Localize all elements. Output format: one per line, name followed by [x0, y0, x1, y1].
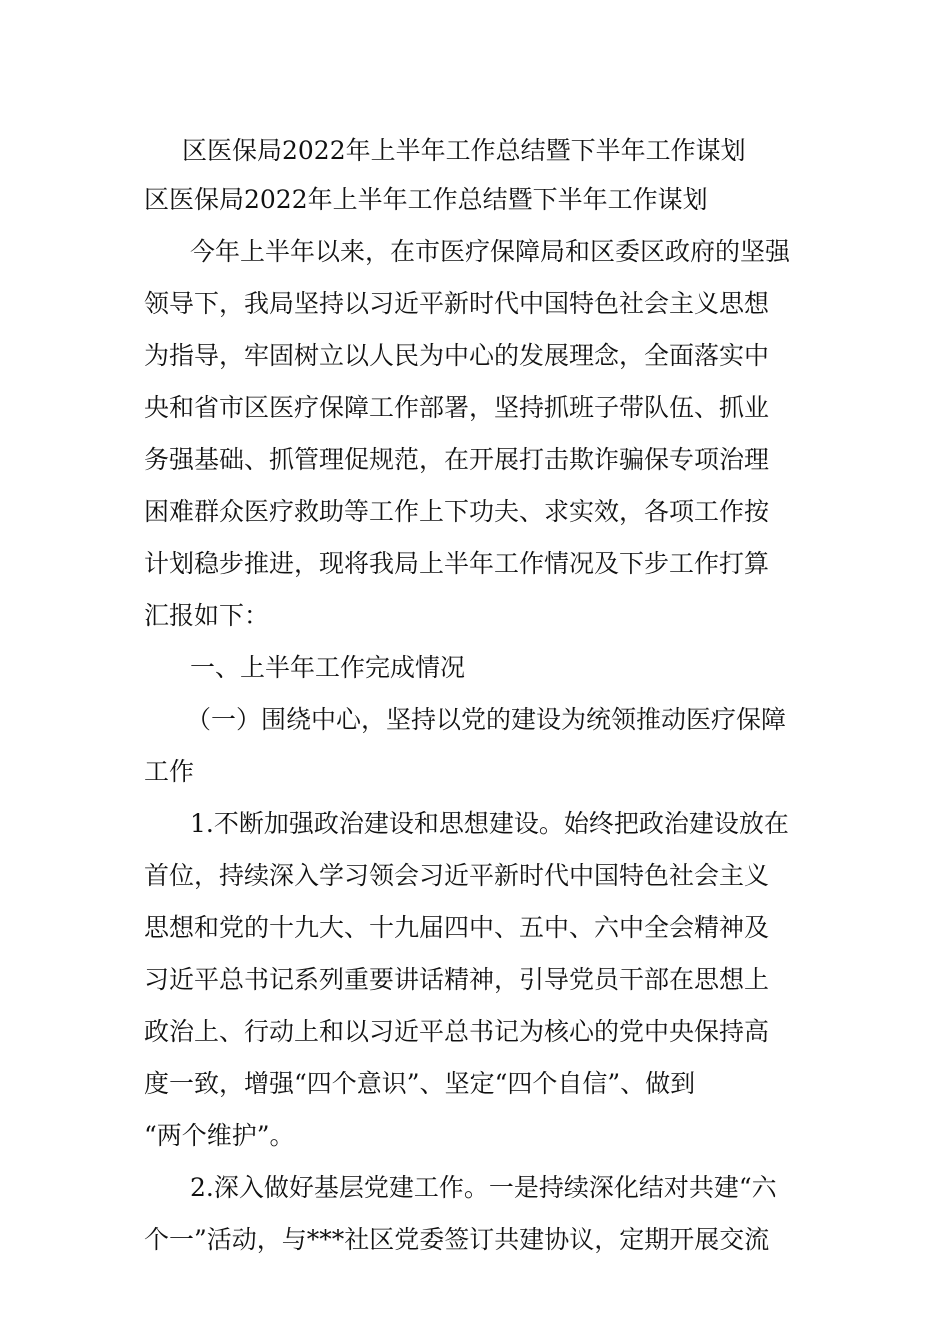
body-line-14: 思想和党的十九大、十九届四中、五中、六中全会精神及 — [144, 913, 770, 942]
document-title-line-1: 区医保局2022年上半年工作总结暨下半年工作谋划 — [182, 136, 746, 165]
section-heading-1: 一、上半年工作完成情况 — [190, 653, 466, 682]
body-line-5: 务强基础、抓管理促规范，在开展打击欺诈骗保专项治理 — [144, 445, 770, 474]
body-line-1: 今年上半年以来，在市医疗保障局和区委区政府的坚强 — [190, 237, 791, 266]
body-line-2: 领导下，我局坚持以习近平新时代中国特色社会主义思想 — [144, 289, 770, 318]
body-line-18: “两个维护”。 — [144, 1121, 295, 1150]
body-line-13: 首位，持续深入学习领会习近平新时代中国特色社会主义 — [144, 861, 770, 890]
body-line-4: 央和省市区医疗保障工作部署，坚持抓班子带队伍、抓业 — [144, 393, 770, 422]
body-line-15: 习近平总书记系列重要讲话精神，引导党员干部在思想上 — [144, 965, 770, 994]
body-line-7: 计划稳步推进，现将我局上半年工作情况及下步工作打算 — [144, 549, 770, 578]
body-line-20: 个一”活动，与***社区党委签订共建协议，定期开展交流 — [144, 1225, 770, 1254]
subsection-heading-1-cont: 工作 — [144, 757, 195, 786]
body-line-16: 政治上、行动上和以习近平总书记为核心的党中央保持高 — [144, 1017, 770, 1046]
body-line-19: 2.深入做好基层党建工作。一是持续深化结对共建“六 — [190, 1173, 777, 1202]
body-line-12: 1.不断加强政治建设和思想建设。始终把政治建设放在 — [190, 809, 789, 838]
body-line-6: 困难群众医疗救助等工作上下功夫、求实效，各项工作按 — [144, 497, 770, 526]
document-title-line-2: 区医保局2022年上半年工作总结暨下半年工作谋划 — [144, 185, 708, 214]
body-line-8: 汇报如下： — [144, 601, 270, 630]
body-line-17: 度一致，增强“四个意识”、坚定“四个自信”、做到 — [144, 1069, 696, 1098]
subsection-heading-1: （一）围绕中心，坚持以党的建设为统领推动医疗保障 — [186, 705, 787, 734]
body-line-3: 为指导，牢固树立以人民为中心的发展理念，全面落实中 — [144, 341, 770, 370]
